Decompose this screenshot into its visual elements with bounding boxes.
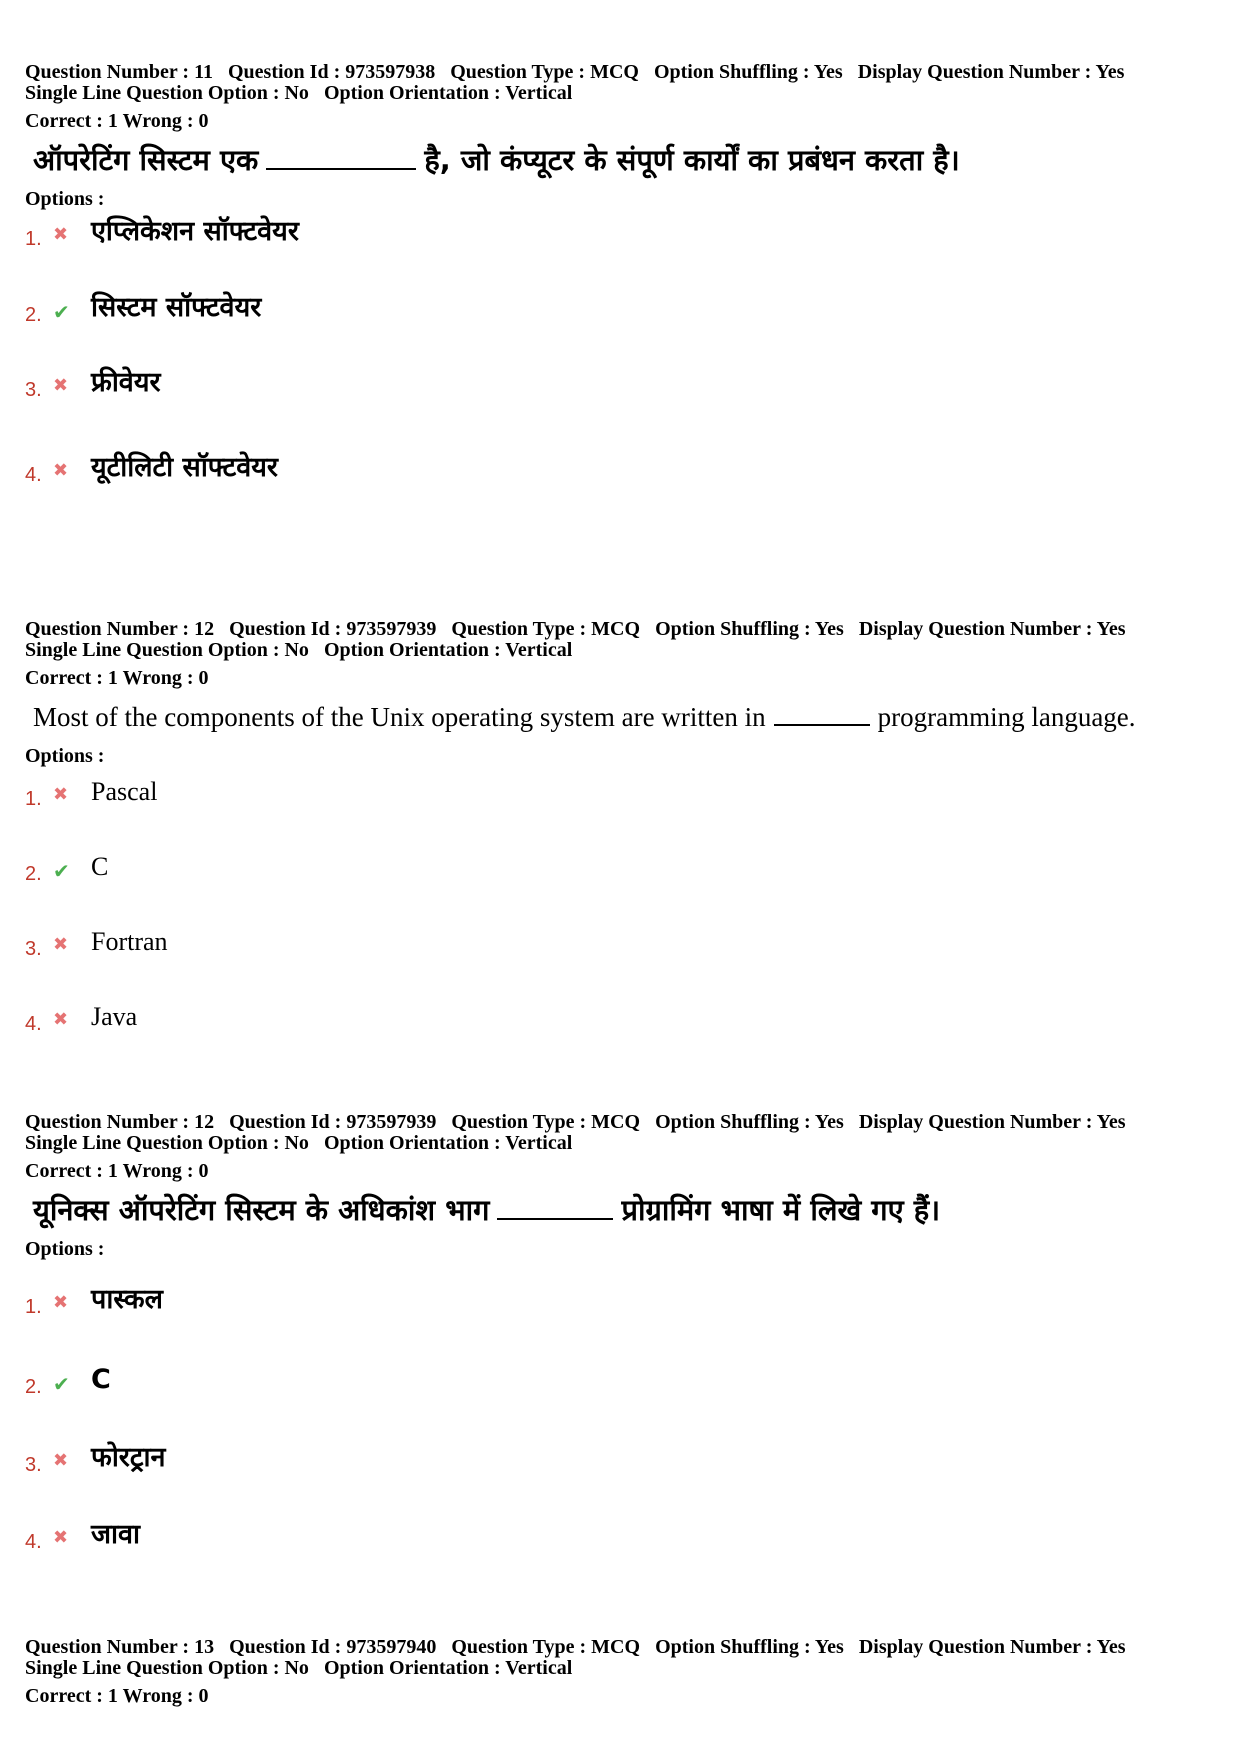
question-number: Question Number : 13 [25,1636,215,1658]
wrong-icon: ✖ [53,224,69,245]
option-number: 2. [25,304,42,326]
fill-blank [774,702,870,726]
option-text: C [91,1364,111,1395]
question-text-before: ऑपरेटिंग सिस्टम एक [33,143,259,177]
single-line-option: Single Line Question Option : No [25,1132,309,1154]
question-text-before: Most of the components of the Unix operating system are written in [33,702,766,732]
wrong-score: Wrong : 0 [122,1685,209,1707]
question-block-12-hindi [25,1111,1225,1553]
question-id: Question Id : 973597940 [229,1636,437,1658]
option-text: जावा [91,1519,141,1550]
option-number: 2. [25,1376,42,1398]
option-number: 3. [25,1454,42,1476]
check-icon: ✔ [53,1372,70,1396]
display-question-number: Display Question Number : Yes [858,1636,1126,1658]
wrong-icon: ✖ [53,460,69,481]
wrong-score: Wrong : 0 [122,1160,209,1182]
display-question-number: Display Question Number : Yes [857,61,1125,83]
option-number: 3. [25,938,42,960]
options-label: Options : [25,188,105,210]
score-line [25,667,1225,689]
question-text [33,697,1225,737]
question-meta-line-2 [25,1133,1225,1154]
display-question-number: Display Question Number : Yes [858,618,1126,640]
wrong-icon: ✖ [53,375,69,396]
wrong-icon: ✖ [53,784,69,805]
question-meta-line-2 [25,1658,1225,1679]
wrong-icon: ✖ [53,1450,69,1471]
question-meta-line-1 [25,619,1225,640]
option-shuffling: Option Shuffling : Yes [655,1111,844,1133]
question-text [33,1190,1225,1230]
wrong-icon: ✖ [53,1292,69,1313]
question-type: Question Type : MCQ [450,61,639,83]
question-number: Question Number : 12 [25,618,215,640]
fill-blank [497,1190,613,1220]
question-block-13 [25,1637,1225,1707]
question-type: Question Type : MCQ [451,1111,641,1133]
fill-blank [266,140,416,170]
option-number: 3. [25,379,42,401]
check-icon: ✔ [53,859,70,883]
check-icon: ✔ [53,300,70,324]
wrong-score: Wrong : 0 [122,110,209,132]
question-text-after: है, जो कंप्यूटर के संपूर्ण कार्यों का प्रबंधन करता है। [424,143,960,177]
option-number: 4. [25,1531,42,1553]
single-line-option: Single Line Question Option : No [25,639,309,661]
option-number: 4. [25,1013,42,1035]
option-text: एप्लिकेशन सॉफ्टवेयर [91,216,299,247]
question-block-12-english [25,618,1225,1035]
question-text-after: प्रोग्रामिंग भाषा में लिखे गए हैं। [621,1193,941,1227]
correct-score: Correct : 1 [25,667,118,689]
option-orientation: Option Orientation : Vertical [323,1132,573,1154]
single-line-option: Single Line Question Option : No [25,1657,309,1679]
question-text-before: यूनिक्स ऑपरेटिंग सिस्टम के अधिकांश भाग [33,1193,490,1227]
option-text: यूटीलिटी सॉफ्टवेयर [91,452,278,483]
question-type: Question Type : MCQ [451,618,641,640]
option-text: सिस्टम सॉफ्टवेयर [91,292,262,323]
option-number: 1. [25,228,42,250]
question-text [33,140,1225,180]
question-meta-line-2 [25,640,1225,661]
option-orientation: Option Orientation : Vertical [323,1657,573,1679]
option-number: 4. [25,464,42,486]
question-meta-line-1 [25,1112,1225,1133]
question-meta-line-1 [25,1637,1225,1658]
option-text: पास्कल [91,1284,163,1315]
wrong-icon: ✖ [53,934,69,955]
question-block-11 [25,61,1225,486]
display-question-number: Display Question Number : Yes [858,1111,1126,1133]
question-type: Question Type : MCQ [451,1636,641,1658]
option-text: Fortran [91,927,168,956]
option-orientation: Option Orientation : Vertical [323,82,573,104]
option-shuffling: Option Shuffling : Yes [653,61,843,83]
option-text: C [91,852,109,881]
wrong-icon: ✖ [53,1527,69,1548]
option-text: फोरट्रान [91,1442,166,1473]
question-number: Question Number : 11 [25,61,213,83]
score-line [25,1685,1225,1707]
correct-score: Correct : 1 [25,1685,118,1707]
question-id: Question Id : 973597939 [229,1111,437,1133]
option-text: फ्रीवेयर [91,367,161,398]
question-meta-line-2 [25,83,1225,104]
option-text: Pascal [91,777,158,806]
options-label: Options : [25,745,105,767]
question-text-after: programming language. [877,702,1136,732]
option-number: 1. [25,788,42,810]
option-shuffling: Option Shuffling : Yes [655,618,844,640]
question-id: Question Id : 973597939 [229,618,437,640]
correct-score: Correct : 1 [25,110,118,132]
wrong-icon: ✖ [53,1009,69,1030]
score-line [25,1160,1225,1182]
correct-score: Correct : 1 [25,1160,118,1182]
single-line-option: Single Line Question Option : No [25,82,309,104]
option-number: 2. [25,863,42,885]
score-line [25,110,1225,132]
question-meta-line-1 [25,62,1225,83]
question-id: Question Id : 973597938 [227,61,436,83]
wrong-score: Wrong : 0 [122,667,209,689]
option-orientation: Option Orientation : Vertical [323,639,573,661]
option-text: Java [91,1002,138,1031]
option-number: 1. [25,1296,42,1318]
option-shuffling: Option Shuffling : Yes [655,1636,844,1658]
options-label: Options : [25,1238,105,1260]
question-number: Question Number : 12 [25,1111,215,1133]
